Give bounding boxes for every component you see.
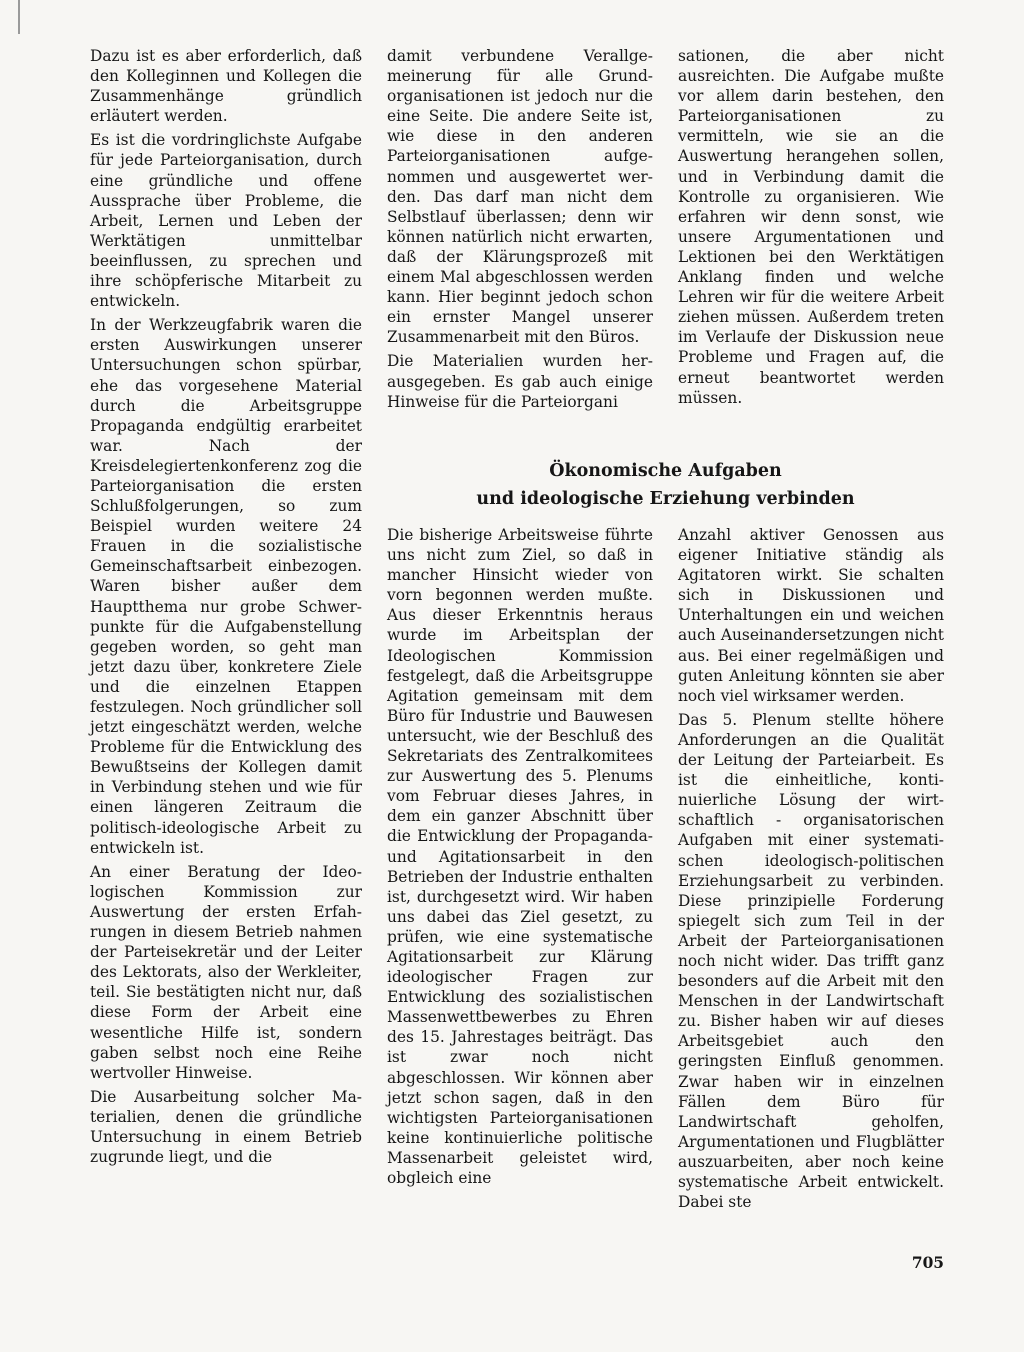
text-column-1 xyxy=(90,46,362,1171)
scan-edge-mark xyxy=(18,0,20,34)
section-heading-line-1: Ökonomische Aufgaben xyxy=(549,461,782,481)
paragraph: Die Ausarbeitung solcher Materialien, denen die gründliche Untersuchung in einem Betrieb zugrunde liegt, und die xyxy=(90,1087,362,1167)
text-column-3 xyxy=(678,46,944,412)
paragraph: Die Materialien wurden herausgegeben. Es gab auch einige Hinweise für die Parteiorgani xyxy=(387,352,653,411)
paragraph: damit verbundene Verallgemeinerung für alle Grundorganisationen ist jedoch nur die eine Seite. Die andere Seite ist, wie diese in den anderen Parteiorganisationen aufgenommen und ausgewertet werden. Das darf man nicht dem Selbstlauf überlassen; denn wir können natürlich nicht erwarten, daß der Klärungsprozeß mit einem Mal abgeschlossen werden kann. Hier beginnt jedoch schon ein ernster Mangel unserer Zusammenarbeit mit den Büros. xyxy=(387,47,653,347)
paragraph: In der Werkzeugfabrik waren die ersten Auswirkungen unserer Untersuchungen schon spürbar, ehe das vorgesehene Material durch die Arbeitsgruppe Propaganda endgültig erarbeitet war. Nach der Kreisdelegiertenkonferenz zog die Parteiorganisation die ersten Schlußfolgerungen, so zum Beispiel wurden weitere 24 Frauen in die sozialistische Gemeinschaftsarbeit einbezogen. Waren bisher außer dem Hauptthema nur grobe Schwerpunkte für die Aufgabenstellung gegeben worden, so geht man jetzt dazu über, konkretere Ziele und die einzelnen Etappen festzulegen. Noch gründlicher soll jetzt eingeschätzt werden, welche Probleme für die Entwicklung des Bewußtseins der Kollegen damit in Verbindung stehen und wie für einen längeren Zeitraum die politisch-ideologische Arbeit zu entwickeln ist. xyxy=(90,316,362,857)
paragraph: An einer Beratung der Ideologischen Kommission zur Auswertung der ersten Erfahrungen in diesem Betrieb nahmen der Parteisekretär und der Leiter des Lektorats, also der Werkleiter, teil. Sie bestätigten nicht nur, daß diese Form der Arbeit eine wesentliche Hilfe ist, sondern gaben selbst noch eine Reihe wertvoller Hinweise. xyxy=(90,862,362,1082)
paragraph: Das 5. Plenum stellte höhere Anforderungen an die Qualität der Leitung der Parteiarbeit. Es ist die einheitliche, kontinuierliche Lösung der wirtschaftlich - organisatorischen Aufgaben mit einer systematischen ideologisch-politischen Erziehungsarbeit zu verbinden. Diese prinzipielle Forderung spiegelt sich zum Teil in der Arbeit der Parteiorganisationen noch nicht wider. Das trifft ganz besonders auf die Arbeit mit den Menschen in der Landwirtschaft zu. Bisher haben wir auf dieses Arbeitsgebiet auch den geringsten Einfluß genommen. Zwar haben wir in einzelnen Fällen dem Büro für Landwirtschaft geholfen, Argumentationen und Flugblätter auszuarbeiten, aber noch keine systematische Arbeit entwickelt. Dabei ste xyxy=(678,710,944,1212)
section-heading-line-2: und ideologische Erziehung verbinden xyxy=(476,489,855,509)
paragraph: sationen, die aber nicht ausreichten. Die Aufgabe mußte vor allem darin bestehen, den Parteiorganisationen zu vermitteln, wie sie an die Auswertung herangehen sollen, und in Verbindung damit die Kontrolle zu organisieren. Wie erfahren wir denn sonst, wie unsere Argumentationen und Lektionen bei den Werktätigen Anklang finden und welche Lehren wir für die weitere Arbeit ziehen müssen. Außerdem treten im Verlaufe der Diskussion neue Probleme und Fragen auf, die erneut beantwortet werden müssen. xyxy=(678,47,944,407)
paragraph: Es ist die vordringlichste Aufgabe für jede Parteiorganisation, durch eine gründliche und offene Aussprache über Probleme, die Arbeit, Lernen und Leben der Werktätigen unmittelbar beeinflussen, zu sprechen und ihre schöpferische Mitarbeit zu entwickeln. xyxy=(90,131,362,311)
paragraph: Die bisherige Arbeitsweise führte uns nicht zum Ziel, so daß in mancher Hinsicht wieder von vorn begonnen werden mußte. Aus dieser Erkenntnis heraus wurde im Arbeitsplan der Ideologischen Kommission festgelegt, daß die Arbeitsgruppe Agitation gemeinsam mit dem Büro für Industrie und Bauwesen untersucht, wie der Beschluß des Sekretariats des Zentralkomitees zur Auswertung des 5. Plenums vom Februar dieses Jahres, in dem ein ganzer Abschnitt über die Entwicklung der Propaganda- und Agitationsarbeit in den Betrieben der Industrie enthalten ist, durchgesetzt wird. Wir haben uns dabei das Ziel gesetzt, zu prüfen, wie eine systematische Agitationsarbeit zur Klärung ideologischer Fragen zur Entwicklung des sozialistischen Massenwettbewerbes zu Ehren des 15. Jahrestages beiträgt. Das ist zwar noch nicht abgeschlossen. Wir können aber jetzt schon sagen, daß in den wichtigsten Parteiorganisationen keine kontinuierliche politische Massenarbeit geleistet wird, obgleich eine xyxy=(387,526,653,1187)
text-column-2 xyxy=(387,46,653,416)
paragraph: Anzahl aktiver Genossen aus eigener Initiative ständig als Agitatoren wirkt. Sie schalten sich in Diskussionen und Unterhaltungen ein und weichen auch Auseinandersetzungen nicht aus. Bei einer regelmäßigen und guten Anleitung könnten sie aber noch viel wirksamer werden. xyxy=(678,526,944,705)
page-number: 705 xyxy=(911,1254,944,1272)
text-column-4 xyxy=(387,525,653,1192)
text-column-5 xyxy=(678,525,944,1216)
paragraph: Dazu ist es aber erforderlich, daß den Kolleginnen und Kollegen die Zusammenhänge gründlich erläutert werden. xyxy=(90,47,362,126)
